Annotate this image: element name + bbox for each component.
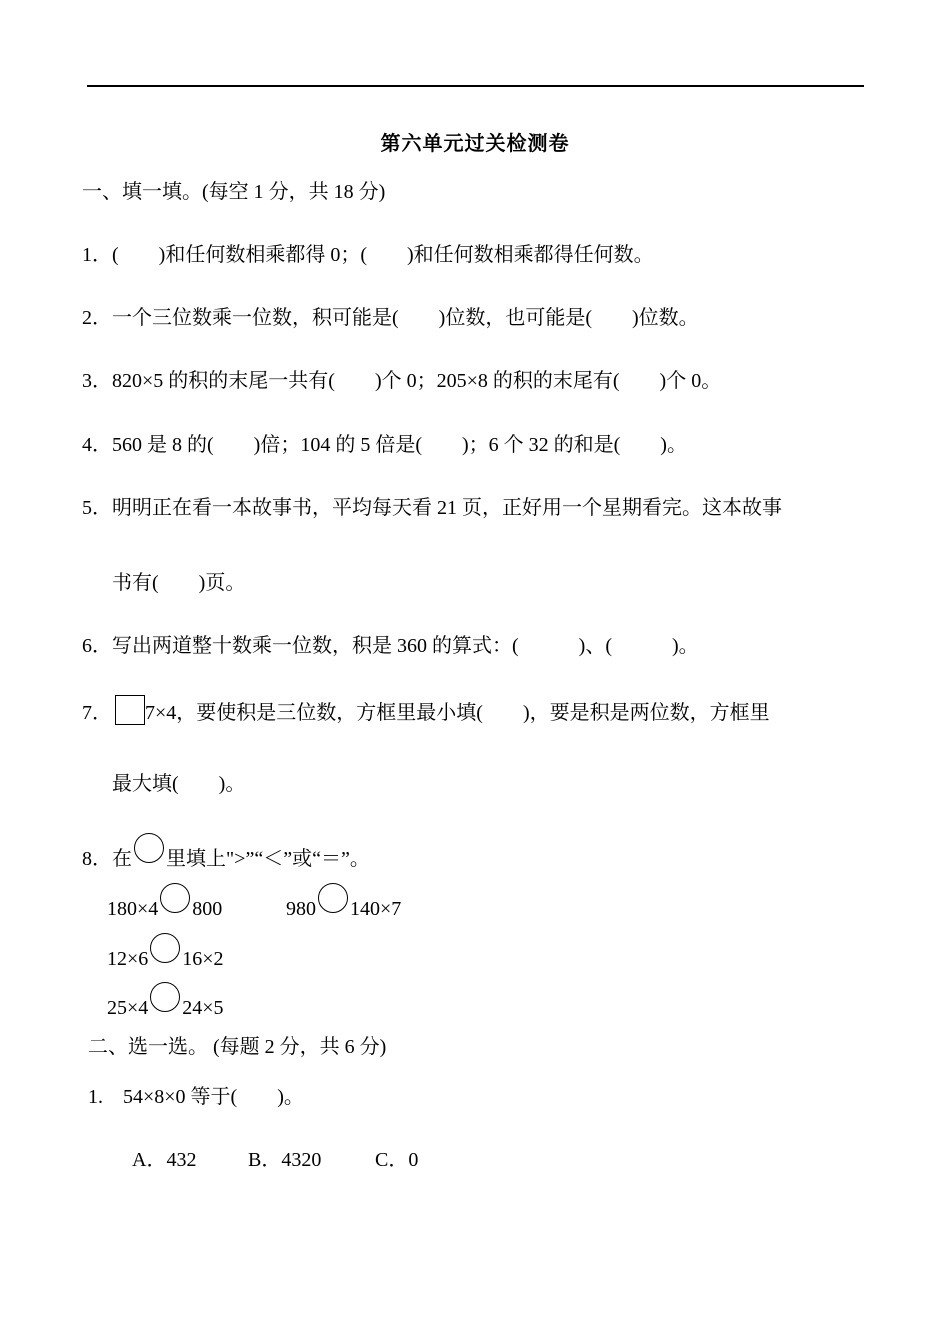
question-7-line1: [82, 695, 770, 727]
question-7-text: 7×4，要使积是三位数，方框里最小填( )，要是积是两位数，方框里: [145, 702, 770, 724]
page-title: 第六单元过关检测卷: [380, 133, 570, 155]
option-b: B．4320: [248, 1149, 322, 1171]
header-rule: [87, 85, 864, 87]
question-5-line1: 5．明明正在看一本故事书，平均每天看 21 页，正好用一个星期看完。这本故事: [82, 497, 782, 519]
section2-question-1: 1. 54×8×0 等于( )。: [88, 1086, 304, 1108]
question-4: 4．560 是 8 的( )倍；104 的 5 倍是( )；6 个 32 的和是( )。: [82, 434, 687, 456]
question-7-line2: 最大填( )。: [112, 773, 246, 795]
compare-circle-icon: [318, 883, 348, 913]
question-8: [82, 833, 370, 873]
compare-circle-icon: [150, 933, 180, 963]
circle-icon: [134, 833, 164, 863]
compare-left: 12×6: [107, 948, 149, 970]
blank-square-icon: [115, 695, 145, 725]
question-5-line2: 书有( )页。: [112, 572, 246, 594]
question-6: 6．写出两道整十数乘一位数，积是 360 的算式：( )、( )。: [82, 635, 699, 657]
compare-left: 25×4: [107, 997, 149, 1019]
option-a: A．432: [132, 1149, 197, 1171]
question-7-number: 7．: [82, 702, 112, 724]
question-8-prefix: 8．在: [82, 848, 132, 870]
option-c: C．0: [375, 1149, 419, 1171]
question-2: 2．一个三位数乘一位数，积可能是( )位数，也可能是( )位数。: [82, 307, 699, 329]
compare-right: 24×5: [182, 997, 224, 1019]
compare-left: 980: [286, 898, 316, 920]
compare-circle-icon: [160, 883, 190, 913]
compare-row-1a: [107, 883, 222, 923]
question-1: 1．( )和任何数相乘都得 0；( )和任何数相乘都得任何数。: [82, 244, 654, 266]
compare-right: 800: [192, 898, 223, 920]
compare-row-2: [107, 933, 224, 973]
compare-right: 16×2: [182, 948, 224, 970]
question-3: 3．820×5 的积的末尾一共有( )个 0；205×8 的积的末尾有( )个 0。: [82, 370, 722, 392]
compare-right: 140×7: [350, 898, 402, 920]
question-8-suffix: 里填上">”“＜”或“＝”。: [166, 848, 370, 870]
compare-circle-icon: [150, 982, 180, 1012]
compare-left: 180×4: [107, 898, 159, 920]
compare-row-3: [107, 982, 224, 1022]
section1-heading: 一、填一填。(每空 1 分，共 18 分): [82, 181, 386, 203]
compare-row-1b: [286, 883, 401, 923]
section2-heading: 二、选一选。 (每题 2 分，共 6 分): [88, 1036, 387, 1058]
